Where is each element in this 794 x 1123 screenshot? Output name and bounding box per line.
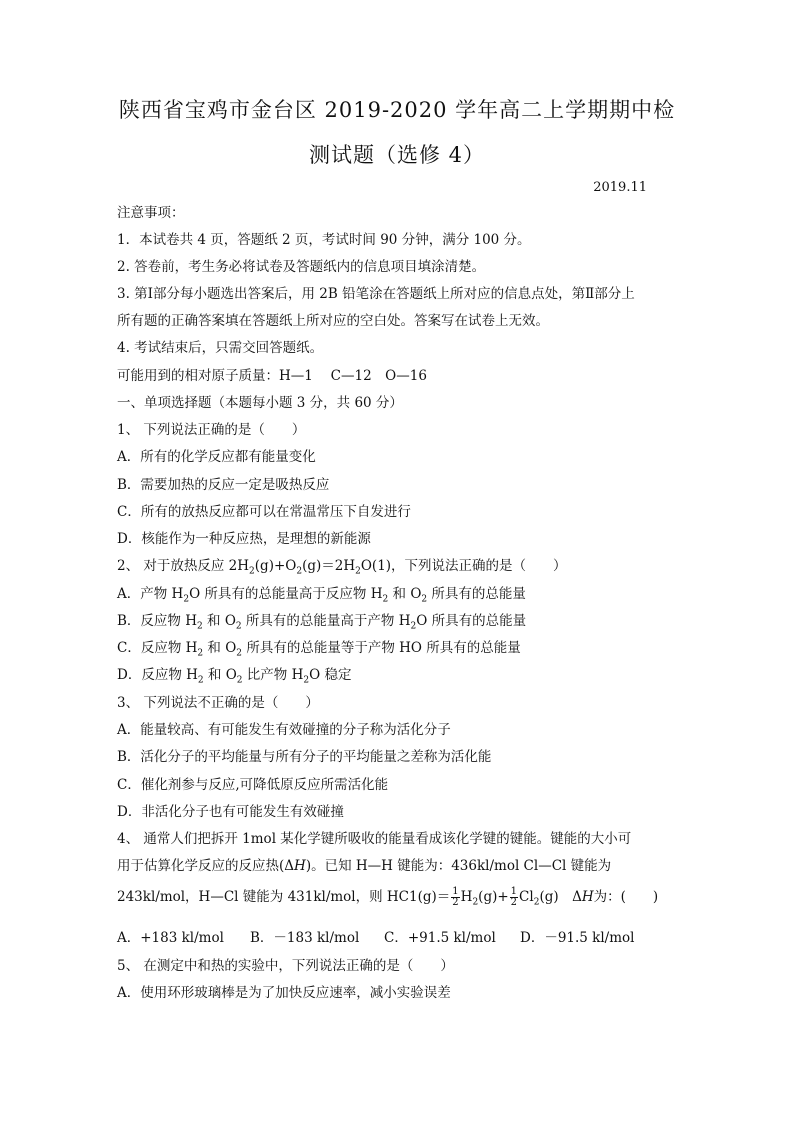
atomic-mass: 可能用到的相对原子质量：H—1 C—12 O—16: [117, 368, 427, 384]
q3-stem: 3、 下列说法不正确的是（ ）: [117, 695, 319, 711]
title-line-1: 陕西省宝鸡市金台区 2019-2020 学年高二上学期期中检: [118, 98, 676, 122]
q4-line-3: 243kl/mol，H—Cl 键能为 431kl/mol，则 HC1(g)＝ $\frac{1}{2}$ $H_2(g)+$ $\frac{1}{2}$ $Cl_2(g)$ ΔH为：( ): [117, 886, 659, 908]
q4-option-a: A．+183 kl/mol: [117, 930, 224, 946]
q3-option-b: B．活化分子的平均能量与所有分子的平均能量之差称为活化能: [117, 749, 492, 765]
q4-option-c: C．+91.5 kl/mol: [384, 930, 496, 946]
q4-line-2: 用于估算化学反应的反应热(ΔH)。已知 H—H 键能为：436kl/mol Cl—Cl 键能为: [117, 858, 612, 874]
fraction-half: $\frac{1}{2}$: [510, 886, 518, 908]
title-line-2: 测试题（选修 4）: [308, 143, 486, 167]
q4-option-b: B．－183 kl/mol: [250, 930, 360, 946]
q2-option-a: A．产物 $H_2O$ 所具有的总能量高于反应物 $H_2$ 和 $O_2$ 所具有的总能量: [117, 586, 526, 605]
q5-option-a: A．使用环形玻璃棒是为了加快反应速率，减小实验误差: [117, 985, 451, 1001]
q3-option-a: A．能量较高、有可能发生有效碰撞的分子称为活化分子: [117, 722, 451, 738]
q2-stem: 2、 对于放热反应 $2H_2(g)+O_2(g)=2H_2O(1)$，下列说法正确的是（ ）: [117, 558, 567, 577]
fraction-half: $\frac{1}{2}$: [452, 886, 459, 908]
note-3b: 所有题的正确答案填在答题纸上所对应的空白处。答案写在试卷上无效。: [117, 313, 549, 329]
notes-heading: 注意事项：: [117, 205, 185, 221]
q4-option-d: D．－91.5 kl/mol: [520, 930, 635, 946]
q1-option-d: D．核能作为一种反应热，是理想的新能源: [117, 531, 371, 547]
q4-options: [117, 929, 634, 947]
section-heading: 一、单项选择题（本题每小题 3 分，共 60 分）: [117, 395, 403, 411]
q1-stem: 1、 下列说法正确的是（ ）: [117, 422, 306, 438]
q1-option-a: A．所有的化学反应都有能量变化: [117, 449, 316, 465]
note-2: 2. 答卷前，考生务必将试卷及答题纸内的信息项目填涂清楚。: [117, 259, 486, 275]
q1-option-c: C．所有的放热反应都可以在常温常压下自发进行: [117, 504, 411, 520]
q4-line-1: 4、 通常人们把拆开 1mol 某化学键所吸收的能量看成该化学键的键能。键能的大小可: [117, 831, 632, 847]
note-3a: 3. 第Ⅰ部分每小题选出答案后，用 2B 铅笔涂在答题纸上所对应的信息点处，第Ⅱ部分上: [117, 286, 635, 302]
note-4: 4. 考试结束后，只需交回答题纸。: [117, 340, 324, 356]
q5-stem: 5、 在测定中和热的实验中，下列说法正确的是（ ）: [117, 958, 454, 974]
q2-option-b: B．反应物 $H_2$ 和 $O_2$ 所具有的总能量高于产物 $H_2O$ 所具有的总能量: [117, 613, 527, 632]
q1-option-b: B．需要加热的反应一定是吸热反应: [117, 477, 330, 493]
q2-option-d: D．反应物 $H_2$ 和 $O_2$ 比产物 $H_2O$ 稳定: [117, 667, 352, 686]
exam-date: 2019.11: [593, 180, 647, 195]
q3-option-c: C．催化剂参与反应,可降低原反应所需活化能: [117, 777, 389, 793]
q2-option-c: C．反应物 $H_2$ 和 $O_2$ 所具有的总能量等于产物 HO 所具有的总能量: [117, 640, 521, 659]
q3-option-d: D．非活化分子也有可能发生有效碰撞: [117, 804, 344, 820]
note-1: 1．本试卷共 4 页，答题纸 2 页，考试时间 90 分钟，满分 100 分。: [117, 232, 531, 248]
